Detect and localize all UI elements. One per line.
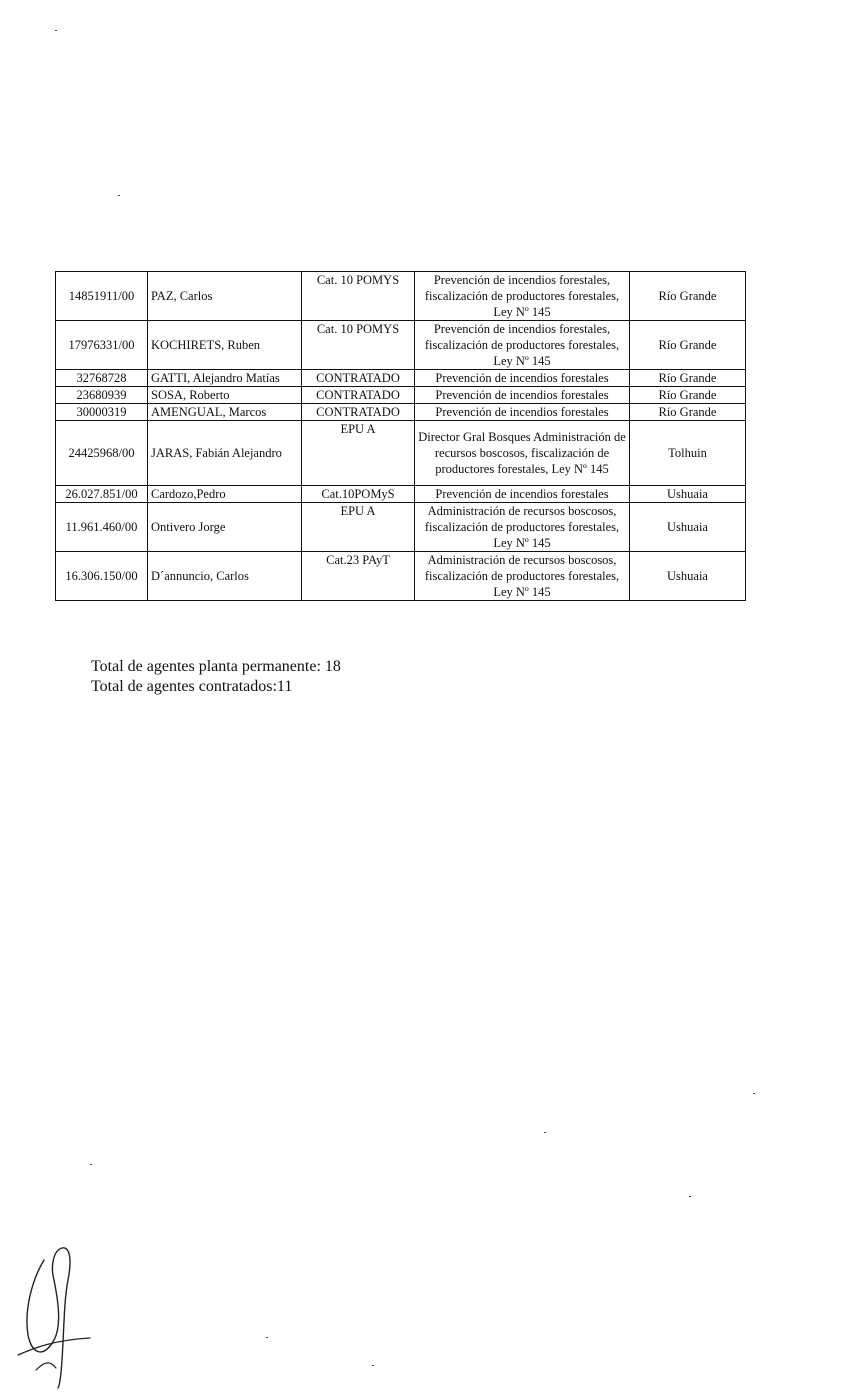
scan-speck xyxy=(372,1365,374,1366)
agent-location-cell: Río Grande xyxy=(630,404,746,421)
agents-table xyxy=(55,271,746,601)
agent-id-cell: 16.306.150/00 xyxy=(56,552,148,601)
agent-function-cell: Prevención de incendios forestales, fiscalización de productores forestales, Ley Nº 145 xyxy=(415,272,630,321)
agent-id-cell: 14851911/00 xyxy=(56,272,148,321)
agent-location-cell: Río Grande xyxy=(630,321,746,370)
agent-name-cell: AMENGUAL, Marcos xyxy=(148,404,302,421)
agent-name-cell: SOSA, Roberto xyxy=(148,387,302,404)
agent-location-cell: Ushuaia xyxy=(630,552,746,601)
agent-id-cell: 11.961.460/00 xyxy=(56,503,148,552)
agent-id-cell: 30000319 xyxy=(56,404,148,421)
agent-name-cell: PAZ, Carlos xyxy=(148,272,302,321)
table-row xyxy=(56,503,746,552)
agent-id-cell: 17976331/00 xyxy=(56,321,148,370)
table-row xyxy=(56,321,746,370)
table-row xyxy=(56,387,746,404)
table-row xyxy=(56,404,746,421)
agent-name-cell: GATTI, Alejandro Matías xyxy=(148,370,302,387)
agent-category-cell: Cat.10POMyS xyxy=(302,486,415,503)
agent-name-cell: Ontivero Jorge xyxy=(148,503,302,552)
table-row xyxy=(56,421,746,486)
scan-speck xyxy=(266,1337,268,1338)
scan-speck xyxy=(689,1196,691,1197)
agent-function-cell: Administración de recursos boscosos, fiscalización de productores forestales, Ley Nº 145 xyxy=(415,552,630,601)
agent-id-cell: 32768728 xyxy=(56,370,148,387)
agent-id-cell: 26.027.851/00 xyxy=(56,486,148,503)
agent-name-cell: KOCHIRETS, Ruben xyxy=(148,321,302,370)
agent-function-cell: Prevención de incendios forestales xyxy=(415,404,630,421)
scan-speck xyxy=(90,1164,92,1165)
agent-category-cell: EPU A xyxy=(302,421,415,486)
table-row xyxy=(56,370,746,387)
table-row xyxy=(56,552,746,601)
agents-table-body xyxy=(56,272,746,601)
agent-location-cell: Río Grande xyxy=(630,370,746,387)
agent-function-cell: Director Gral Bosques Administración de recursos boscosos, fiscalización de productores forestales, Ley Nº 145 xyxy=(415,421,630,486)
agent-function-cell: Prevención de incendios forestales xyxy=(415,486,630,503)
agent-name-cell: JARAS, Fabián Alejandro xyxy=(148,421,302,486)
agent-category-cell: Cat.23 PAyT xyxy=(302,552,415,601)
totals-block xyxy=(91,657,341,697)
scan-speck xyxy=(544,1132,546,1133)
agent-category-cell: EPU A xyxy=(302,503,415,552)
table-row xyxy=(56,272,746,321)
agent-category-cell: CONTRATADO xyxy=(302,370,415,387)
agent-category-cell: CONTRATADO xyxy=(302,404,415,421)
agent-id-cell: 24425968/00 xyxy=(56,421,148,486)
agent-location-cell: Río Grande xyxy=(630,387,746,404)
scan-speck xyxy=(753,1093,755,1094)
agent-function-cell: Prevención de incendios forestales xyxy=(415,387,630,404)
agent-location-cell: Tolhuin xyxy=(630,421,746,486)
agent-category-cell: Cat. 10 POMYS xyxy=(302,321,415,370)
agent-location-cell: Río Grande xyxy=(630,272,746,321)
agent-category-cell: CONTRATADO xyxy=(302,387,415,404)
agent-location-cell: Ushuaia xyxy=(630,486,746,503)
agent-id-cell: 23680939 xyxy=(56,387,148,404)
agent-function-cell: Prevención de incendios forestales, fiscalización de productores forestales, Ley Nº 145 xyxy=(415,321,630,370)
agent-function-cell: Prevención de incendios forestales xyxy=(415,370,630,387)
agent-category-cell: Cat. 10 POMYS xyxy=(302,272,415,321)
scan-speck xyxy=(118,195,120,196)
agent-name-cell: D´annuncio, Carlos xyxy=(148,552,302,601)
agent-name-cell: Cardozo,Pedro xyxy=(148,486,302,503)
scan-speck xyxy=(55,30,57,31)
total-permanent-staff: Total de agentes planta permanente: 18 xyxy=(91,658,341,675)
handwritten-signature xyxy=(14,1240,104,1390)
total-contracted-staff: Total de agentes contratados:11 xyxy=(91,678,293,695)
agent-function-cell: Administración de recursos boscosos, fiscalización de productores forestales, Ley Nº 145 xyxy=(415,503,630,552)
agent-location-cell: Ushuaia xyxy=(630,503,746,552)
table-row xyxy=(56,486,746,503)
